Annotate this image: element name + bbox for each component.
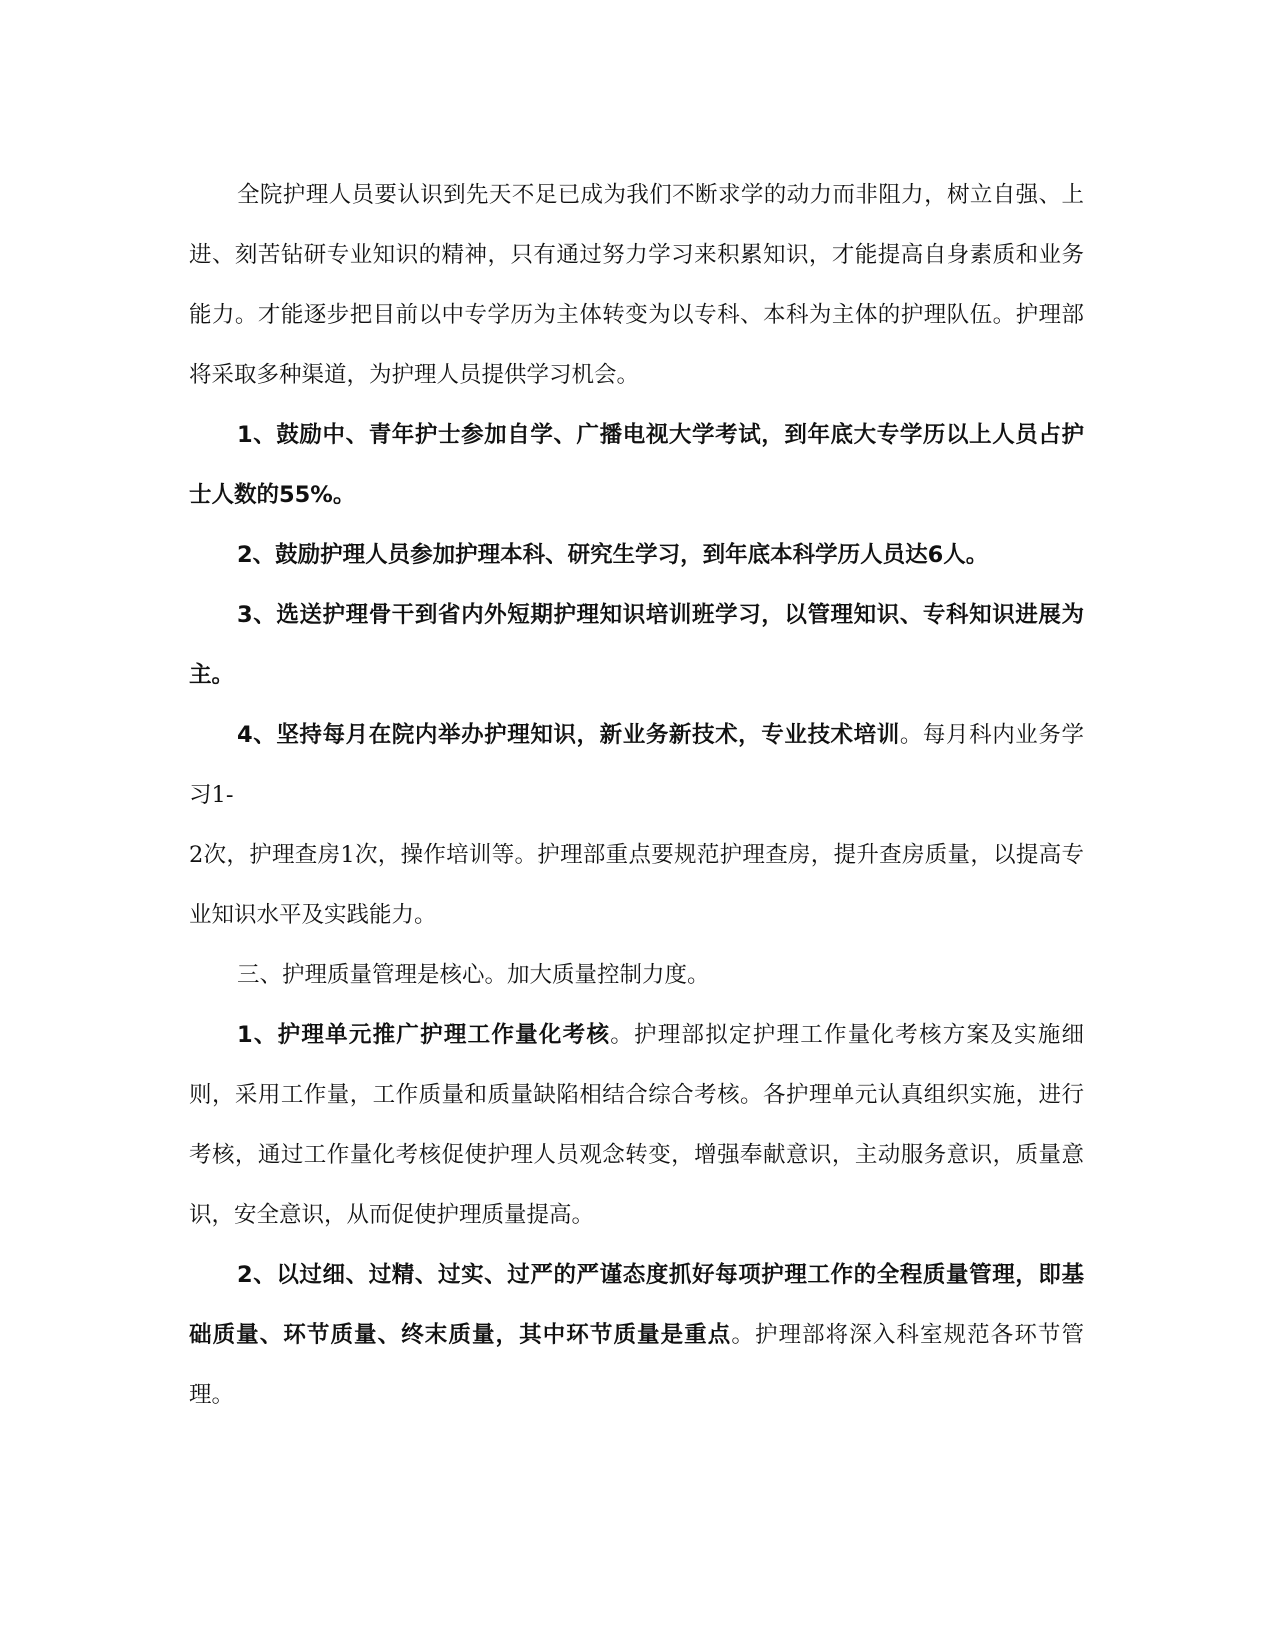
paragraph-8 [189, 1005, 1084, 1245]
paragraph-5 [189, 705, 1084, 825]
paragraph-9 [189, 1245, 1084, 1425]
paragraph-4 [189, 585, 1084, 705]
paragraph-6-text: 2次，护理查房1次，操作培训等。护理部重点要规范护理查房，提升查房质量，以提高专业知识水平及实践能力。 [189, 842, 1084, 928]
paragraph-8-text: 。护理部拟定护理工作量化考核方案及实施细则，采用工作量，工作质量和质量缺陷相结合综合考核。各护理单元认真组织实施，进行考核，通过工作量化考核促使护理人员观念转变，增强奉献意识，主动服务意识，质量意识，安全意识，从而促使护理质量提高。 [189, 1022, 1084, 1228]
paragraph-7-text: 三、护理质量管理是核心。加大质量控制力度。 [237, 962, 710, 988]
paragraph-4-bold-text: 3、选送护理骨干到省内外短期护理知识培训班学习，以管理知识、专科知识进展为主。 [189, 602, 1084, 688]
paragraph-6 [189, 825, 1084, 945]
document-body [189, 165, 1084, 1425]
paragraph-1 [189, 165, 1084, 405]
paragraph-7 [189, 945, 1084, 1005]
paragraph-3 [189, 525, 1084, 585]
paragraph-8-bold-text: 1、护理单元推广护理工作量化考核 [237, 1022, 611, 1048]
paragraph-5-text: 。每月科内业务学习1- [189, 722, 1084, 808]
paragraph-2-bold-text: 1、鼓励中、青年护士参加自学、广播电视大学考试，到年底大专学历以上人员占护士人数的55%。 [189, 422, 1084, 508]
paragraph-9-text: 。护理部将深入科室规范各环节管理。 [189, 1322, 1084, 1408]
paragraph-3-bold-text: 2、鼓励护理人员参加护理本科、研究生学习，到年底本科学历人员达6人。 [237, 542, 989, 568]
paragraph-9-bold-text: 2、以过细、过精、过实、过严的严谨态度抓好每项护理工作的全程质量管理，即基础质量、环节质量、终末质量，其中环节质量是重点 [189, 1262, 1084, 1348]
paragraph-2 [189, 405, 1084, 525]
paragraph-5-bold-text: 4、坚持每月在院内举办护理知识，新业务新技术，专业技术培训 [237, 722, 900, 748]
paragraph-1-text: 全院护理人员要认识到先天不足已成为我们不断求学的动力而非阻力，树立自强、上进、刻苦钻研专业知识的精神，只有通过努力学习来积累知识，才能提高自身素质和业务能力。才能逐步把目前以中专学历为主体转变为以专科、本科为主体的护理队伍。护理部将采取多种渠道，为护理人员提供学习机会。 [189, 182, 1084, 388]
